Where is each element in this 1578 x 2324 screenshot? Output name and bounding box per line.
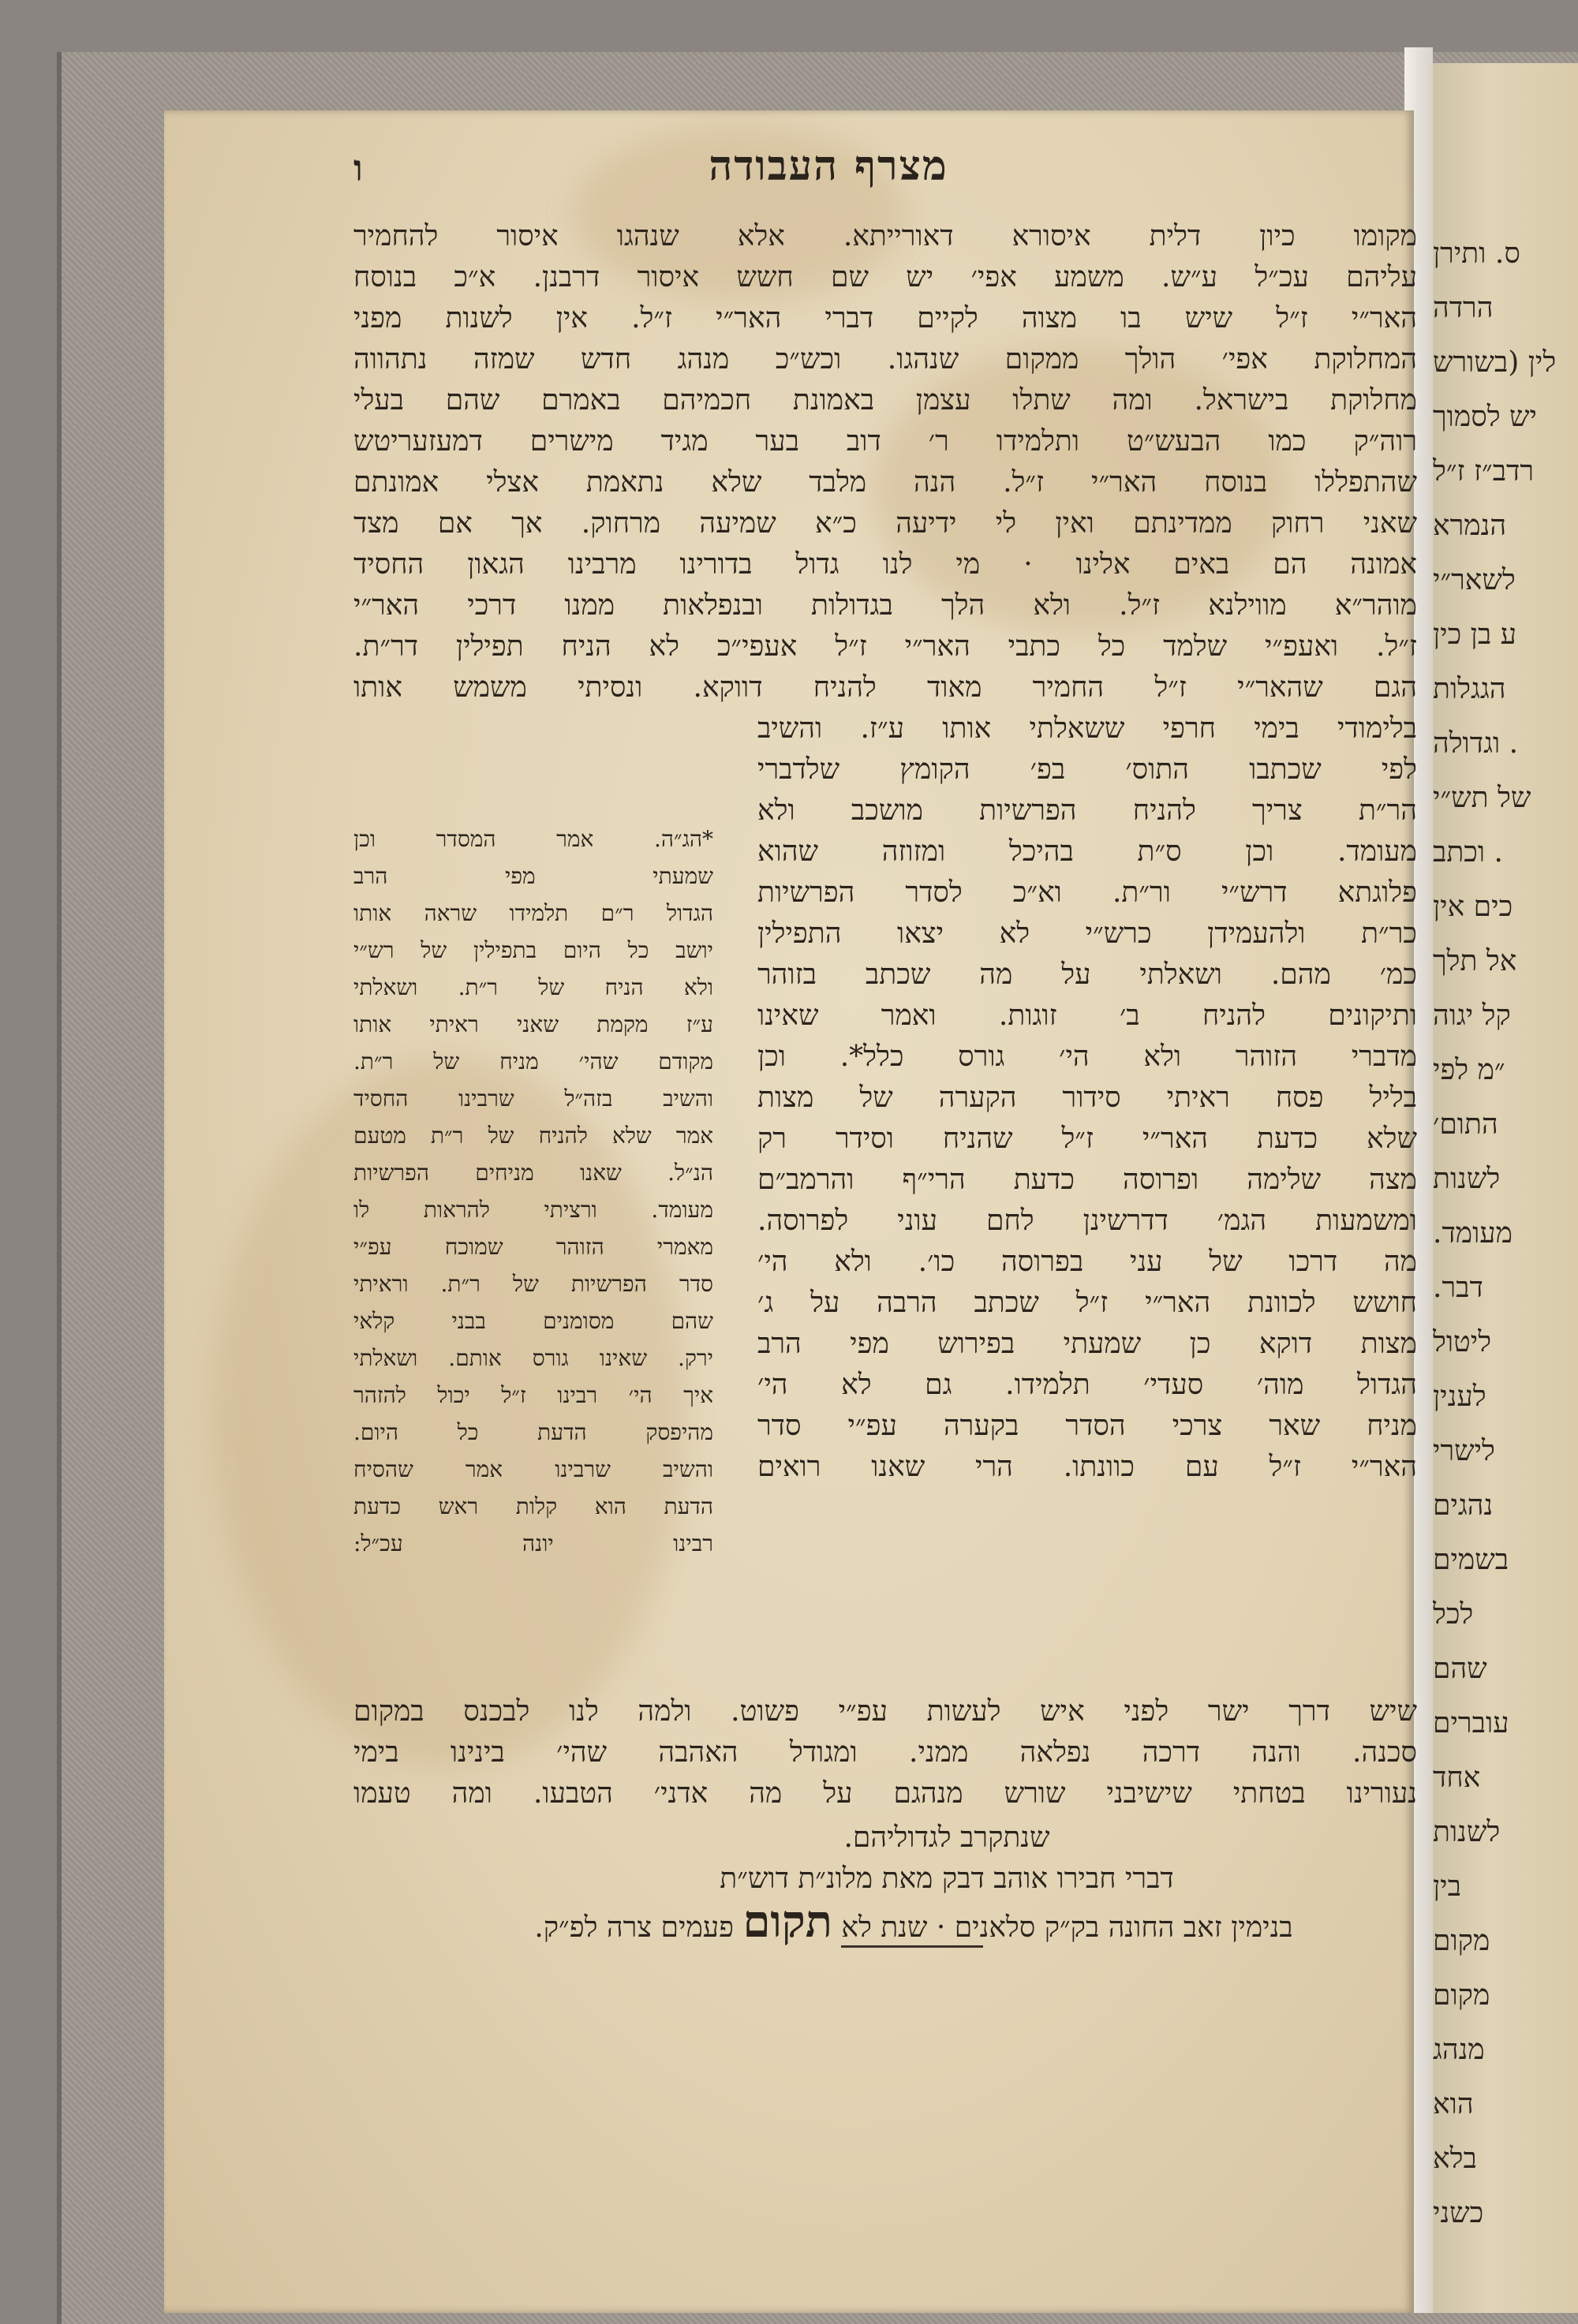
adjacent-page-fragment: מנהג (1433, 2034, 1485, 2066)
note-line: שהם מסומנים בבני קלאי (353, 1308, 713, 1334)
adjacent-page-fragment: לענין (1433, 1381, 1486, 1413)
adjacent-page-fragment: . וגדולה (1433, 727, 1519, 760)
end-rule (841, 1945, 983, 1948)
adjacent-page (1433, 63, 1578, 2313)
text-line: נעורינו בטחתי שישיבני שורש מנהגם על מה אדני׳ הטבעו. ומה טעמו (353, 1777, 1417, 1810)
adjacent-page-fragment: התום׳ (1433, 1108, 1498, 1141)
page-title: מצרף העבודה (709, 142, 948, 190)
adjacent-page-fragment: של תש״י (1433, 782, 1531, 814)
adjacent-page-fragment: בין (1433, 1870, 1461, 1903)
note-line: ירק. שאינו גורס אותם. ושאלתי (353, 1345, 713, 1371)
signature-line: דברי חבירו אוהב דבק מאת מלונ״ת דוש״ת (720, 1863, 1174, 1895)
adjacent-page-fragment: מקום (1433, 1979, 1490, 2012)
adjacent-page-fragment: ליטול (1433, 1326, 1492, 1358)
adjacent-page-fragment: ״מ לפי (1433, 1054, 1505, 1086)
text-line: מעומד. וכן ס״ת בהיכל ומזוזה שהוא (757, 835, 1417, 868)
text-line: מצות דוקא כן שמעתי בפירוש מפי הרב (757, 1328, 1417, 1360)
note-line: אמר שלא להניח של ר״ת מטעם (353, 1123, 713, 1149)
note-line: שמעתי מפי הרב (353, 863, 713, 889)
text-line: בליל פסח ראיתי סידור הקערה של מצות (757, 1082, 1417, 1114)
adjacent-page-fragment: כים אין (1433, 891, 1513, 923)
adjacent-page-fragment: לשנות (1433, 1163, 1501, 1195)
text-line: חושש לכוונת האר״י ז״ל שכתב הרבה על ג׳ (757, 1287, 1417, 1319)
note-line: יושב כל היום בתפילין של רש״י (353, 937, 713, 963)
adjacent-page-fragment: רדב״ז ז״ל (1433, 455, 1535, 488)
adjacent-page-fragment: אחד (1433, 1762, 1481, 1794)
text-line: מצה שלימה ופרוסה כדעת הרי״ף והרמב״ם (757, 1164, 1417, 1196)
note-line: איך הי׳ רבינו ז״ל יכול להזהר (353, 1382, 713, 1408)
adjacent-page-fragment: קל יגוה (1433, 999, 1511, 1032)
adjacent-page-fragment: . וכתב (1433, 836, 1503, 869)
text-line: הגדול מוה׳ סעדי׳ תלמידו. גם לא הי׳ (757, 1369, 1417, 1401)
adjacent-page-fragment: הרדה (1433, 292, 1494, 324)
text-line: הר״ת צריך להניח הפרשיות מושכב ולא (757, 794, 1417, 827)
text-line: ז״ל. ואעפ״י שלמד כל כתבי האר״י ז״ל אעפי״כ לא הניח תפילין דר״ת. (353, 630, 1417, 663)
text-line: אמונה הם באים אלינו · מי לנו גדול בדורינו מרבינו הגאון החסיד (353, 548, 1417, 581)
text-line: מחלוקת בישראל. ומה שתלו עצמן באמונת חכמיהם באמרם שהם בעלי (353, 384, 1417, 417)
note-line: והשיב שרבינו אמר שהסיח (353, 1456, 713, 1482)
text-line: מה דרכו של עני בפרוסה כו׳. ולא הי׳ (757, 1246, 1417, 1278)
adjacent-page-fragment: לין (בשורש (1433, 346, 1557, 379)
adjacent-page-fragment: דבר. (1433, 1272, 1483, 1304)
text-line: ותיקונים להניח ב׳ זוגות. ואמר שאינו (757, 999, 1417, 1032)
adjacent-page-fragment: עוברים (1433, 1707, 1509, 1739)
note-line: ולא הניח של ר״ת. ושאלתי (353, 974, 713, 1000)
text-line: שלא כדעת האר״י ז״ל שהניח וסידר רק (757, 1123, 1417, 1155)
adjacent-page-fragment: ס. ותירן (1433, 237, 1520, 270)
adjacent-page-fragment: שהם (1433, 1653, 1487, 1685)
final-prefix: בנימין זאב החונה בק״ק סלאנים · שנת לא (841, 1911, 1293, 1944)
adjacent-page-fragment: לשאר״י (1433, 564, 1516, 596)
text-line: האר״י ז״ל עם כוונתו. הרי שאנו רואים (757, 1451, 1417, 1483)
text-line: המחלוקת אפי׳ הולך ממקום שנהגו. וכש״כ מנהג חדש שמזה נתהווה (353, 343, 1417, 376)
adjacent-page-fragment: הוא (1433, 2088, 1474, 2120)
text-line: עליהם עכ״ל ע״ש. משמע אפי׳ יש שם חשש איסור דרבנן. א״כ בנוסח (353, 261, 1417, 293)
closing-line: שנתקרב לגדוליהם. (843, 1821, 1050, 1854)
text-line: שאני רחוק ממדינתם ואין לי ידיעה כ״א שמיעה מרחוק. אך אם מצד (353, 507, 1417, 540)
text-line: בלימודי בימי חרפי ששאלתי אותו ע״ז. והשיב (757, 712, 1417, 745)
chronogram-word: תקום (742, 1896, 832, 1948)
adjacent-page-fragment: יש לסמוך (1433, 401, 1537, 433)
text-line: מדברי הזוהר ולא הי׳ גורס כלל*. וכן (757, 1041, 1417, 1073)
text-line: פלוגתא דרש״י ור״ת. וא״כ לסדר הפרשיות (757, 876, 1417, 909)
adjacent-page-fragment: מקום (1433, 1925, 1490, 1957)
text-line: האר״י ז״ל שיש בו מצוה לקיים דברי האר״י ז״ל. אין לשנות מפני (353, 302, 1417, 334)
text-line: כר״ת ולהעמידן כרש״י לא יצאו התפילין (757, 917, 1417, 950)
adjacent-page-fragment: הנמרא (1433, 510, 1507, 542)
note-line: מאמרי הזוהר שמוכח עפ״י (353, 1234, 713, 1260)
final-line (410, 1896, 1417, 1948)
note-line: מעומד. ורציתי להראות לו (353, 1197, 713, 1223)
text-line: כמ׳ מהם. ושאלתי על מה שכתב בזוהר (757, 958, 1417, 991)
note-line: מהיפסק הדעת כל היום. (353, 1419, 713, 1445)
text-line: ומשמעות הגמ׳ דדרשינן לחם עוני לפרוסה. (757, 1205, 1417, 1237)
adjacent-page-fragment: הגגלות (1433, 673, 1506, 705)
note-line: הגדול ר״ם תלמידו שראה אותו (353, 900, 713, 926)
text-line: שהתפללו בנוסח האר״י ז״ל. הנה מלבד שלא נתאמת אצלי אמונתם (353, 466, 1417, 499)
note-line: מקודם שהי׳ מניח של ר״ת. (353, 1048, 713, 1074)
text-line: שיש דרך ישר לפני איש לעשות עפ״י פשוט. ולמה לנו לבכנס במקום (353, 1695, 1417, 1728)
adjacent-page-fragment: אל תלך (1433, 945, 1517, 977)
adjacent-page-fragment: לכל (1433, 1598, 1474, 1631)
adjacent-page-fragment: ע בן כין (1433, 618, 1516, 651)
text-line: רוה״ק כמו הבעש״ט ותלמידו ר׳ דוב בער מגיד מישרים דמעזעריטש (353, 425, 1417, 458)
text-line: מקומו כיון דלית איסורא דאורייתא. אלא שנהגו איסור להחמיר (353, 220, 1417, 252)
adjacent-page-fragment: לשנות (1433, 1816, 1501, 1848)
text-line: סכנה. והנה דרכה נפלאה ממני. ומגודל האהבה שהי׳ בינינו בימי (353, 1736, 1417, 1769)
adjacent-page-fragment: מעומד. (1433, 1217, 1513, 1250)
note-line: סדר הפרשיות של ר״ת. וראיתי (353, 1271, 713, 1297)
note-line: והשיב בזה״ל שרבינו החסיד (353, 1085, 713, 1112)
text-line: לפי שכתבו התוס׳ בפ׳ הקומץ שלדברי (757, 753, 1417, 786)
text-line: מניח שאר צרכי הסדר בקערה עפ״י סדר (757, 1410, 1417, 1442)
note-line: רבינו יונה עכ״ל: (353, 1530, 713, 1556)
note-line: ע״ז מקמת שאני ראיתי אותו (353, 1011, 713, 1037)
page-number: ו (353, 147, 363, 189)
adjacent-page-fragment: כשני (1433, 2197, 1484, 2229)
adjacent-page-fragment: לישרי (1433, 1435, 1495, 1467)
text-line: מוהר״א מווילנא ז״ל. ולא הלך בגדולות ובנפלאות ממנו דרכי האר״י (353, 589, 1417, 622)
adjacent-page-fragment: בשמים (1433, 1544, 1509, 1576)
note-line: *הג״ה. אמר המסדר וכן (353, 826, 713, 852)
final-suffix: פעמים צרה לפ״ק. (534, 1911, 735, 1944)
adjacent-page-fragment: נהגים (1433, 1489, 1494, 1522)
note-line: הדעת הוא קלות ראש כדעת (353, 1493, 713, 1519)
note-line: הנ״ל. שאנו מניחים הפרשיות (353, 1160, 713, 1186)
text-line: הגם שהאר״י ז״ל החמיר מאוד להניח דווקא. ונסיתי משמש אותו (353, 671, 1417, 704)
adjacent-page-fragment: בלא (1433, 2143, 1477, 2175)
